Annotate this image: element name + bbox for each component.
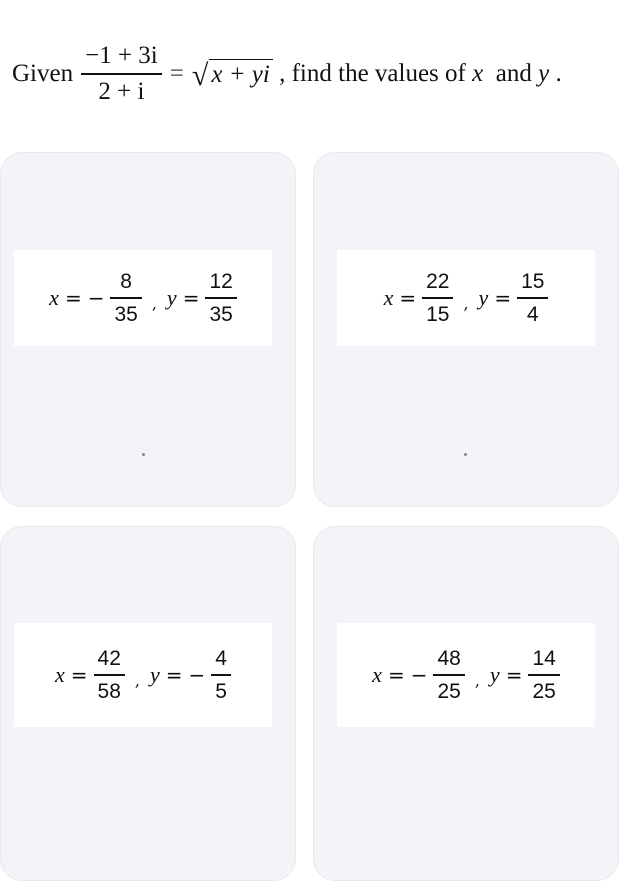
question-text (12, 38, 562, 110)
equals-sign: = (387, 663, 405, 687)
y-symbol: y (478, 285, 489, 310)
y-symbol: y (166, 285, 177, 310)
y-fraction (528, 647, 559, 703)
y-denominator: 4 (526, 302, 539, 326)
question-prefix: Given (12, 60, 74, 87)
fraction-bar (94, 674, 125, 676)
equals-sign: = (399, 286, 417, 310)
y-numerator: 4 (215, 647, 227, 671)
x-denominator: 35 (114, 302, 138, 326)
answer-expression (337, 623, 595, 727)
fraction-bar (433, 674, 464, 676)
question-var-x: x (472, 60, 484, 87)
fraction-bar (205, 297, 236, 299)
question-end: . (555, 60, 562, 87)
x-numerator: 42 (97, 647, 121, 671)
fraction-bar (422, 297, 453, 299)
y-denominator: 25 (532, 679, 556, 703)
answer-option-d[interactable] (313, 526, 619, 881)
question-suffix: , find the values of (279, 60, 466, 87)
fraction-bar (528, 674, 559, 676)
x-fraction (110, 270, 141, 326)
y-numerator: 15 (521, 270, 545, 294)
y-fraction (211, 647, 231, 703)
answer-option-a[interactable] (0, 152, 296, 507)
y-symbol: y (150, 662, 160, 687)
x-symbol: x (383, 285, 394, 310)
y-symbol: y (489, 662, 500, 687)
minus-sign: − (87, 286, 105, 310)
x-numerator: 8 (120, 270, 132, 294)
x-symbol: x (55, 662, 65, 687)
x-fraction (433, 647, 464, 703)
x-symbol: x (372, 662, 382, 687)
x-symbol: x (49, 285, 59, 310)
y-numerator: 12 (209, 270, 233, 294)
loading-dot (464, 453, 467, 456)
minus-sign: − (188, 663, 206, 687)
x-numerator: 48 (437, 647, 461, 671)
x-denominator: 15 (426, 302, 450, 326)
loading-dot (142, 453, 145, 456)
equals-sign: = (70, 663, 88, 687)
x-fraction (94, 647, 125, 703)
y-fraction (205, 270, 236, 326)
x-fraction (422, 270, 453, 326)
square-root (192, 59, 273, 90)
equals-sign: = (494, 286, 512, 310)
question-var-y: y (538, 60, 550, 87)
question-fraction-denominator: 2 + i (98, 77, 145, 105)
answer-expression (337, 250, 595, 346)
y-fraction (517, 270, 548, 326)
radicand: x + yi (209, 59, 273, 90)
fraction-bar (81, 73, 162, 75)
separator-comma: , (151, 293, 157, 313)
y-numerator: 14 (532, 647, 556, 671)
equals-sign: = (64, 286, 82, 310)
answer-expression (14, 623, 272, 727)
radical-sign-icon: √ (191, 58, 209, 92)
fraction-bar (211, 674, 231, 676)
fraction-bar (517, 297, 548, 299)
equals-sign: = (165, 663, 183, 687)
fraction-bar (110, 297, 141, 299)
separator-comma: , (463, 293, 469, 313)
x-denominator: 58 (97, 679, 121, 703)
separator-comma: , (474, 670, 480, 690)
x-numerator: 22 (426, 270, 450, 294)
equals-sign: = (505, 663, 523, 687)
question-equals: = (169, 60, 184, 87)
equals-sign: = (182, 286, 200, 310)
answer-expression (14, 250, 272, 346)
separator-comma: , (134, 670, 140, 690)
question-fraction-numerator: −1 + 3i (85, 41, 158, 69)
question-fraction (81, 42, 162, 107)
minus-sign: − (410, 663, 428, 687)
answer-option-b[interactable] (313, 152, 619, 507)
x-denominator: 25 (437, 679, 461, 703)
question-and: and (495, 60, 532, 87)
answer-option-c[interactable] (0, 526, 296, 881)
y-denominator: 5 (215, 679, 227, 703)
y-denominator: 35 (209, 302, 233, 326)
